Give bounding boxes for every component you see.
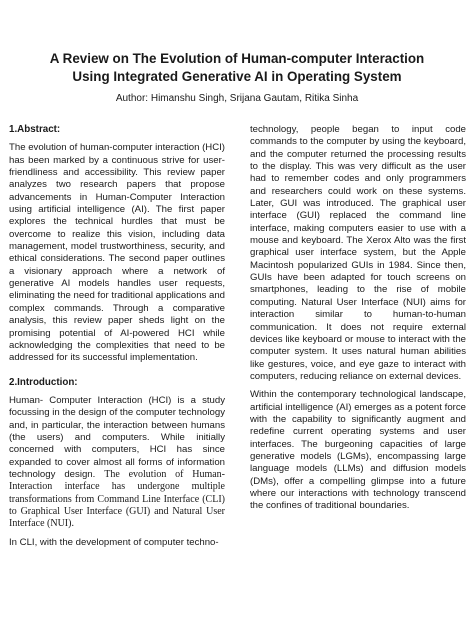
introduction-paragraph-2: In CLI, with the development of computer techno- (9, 536, 219, 548)
title-line-2: Using Integrated Generative AI in Operating System (72, 69, 402, 84)
title-line-1: A Review on The Evolution of Human-computer Interaction (49, 51, 425, 66)
introduction-paragraph-1 (9, 395, 225, 531)
right-column (250, 124, 466, 519)
introduction-paragraph-1-text: Human- Computer Interaction (HCI) is a study focussing in the design of the computer technology and, in particular, the interaction between humans (the users) and computers. While initially concerned with computers, HCI has since expanded to cover almost all forms of information technology design. (9, 394, 225, 480)
right-paragraph-2: Within the contemporary technological landscape, artificial intelligence (AI) emerges as a potent force with the capability to significantly augment and redefine current operating systems and user interfaces. The burgeoning capacities of large generative models (LGMs), encompassing large language models (LLMs) and diffusion models (DMs), offer a compelling glimpse into a future where our interactions with technology transcend the confines of traditional boundaries. (250, 389, 466, 512)
right-paragraph-1: technology, people began to input code commands to the computer by using the keyboard, and the computer returned the processing results to the display. This was very difficult as the user had to remember codes and only programmers and researchers could work on these systems. Later, GUI was introduced. The graphical user interface (GUI) replaced the command line interface, making computers easier to use with a mouse and keyboard. The Xerox Alto was the first graphical user interface system, but the Apple Macintosh popularized GUIs in 1984. Since then, GUIs have been adapted for touch screens on smartphones, leading to the rise of mobile computing. Natural User Interface (NUI) aims for interaction similar to human-to-human communication. It does not require external devices like keyboard or mouse to interact with the computer system. It uses natural human abilities like gestures, voice, and eye gaze to interact with computers, reducing reliance on external devices. (250, 124, 466, 382)
introduction-heading: 2.Introduction: (9, 376, 78, 388)
author-line: Author: Himanshu Singh, Srijana Gautam, Ritika Sinha (115, 93, 359, 104)
left-column (9, 124, 225, 555)
paper-title (0, 50, 474, 86)
abstract-heading: 1.Abstract: (9, 124, 61, 135)
abstract-body: The evolution of human-computer interaction (HCI) has been marked by a continuous strive for user-friendliness and accessibility. This review paper analyzes two research papers that propose advancements in Human-Computer Interaction using artificial intelligence (AI). The first paper explores the technical hurdles that must be overcome to realize this vision, including data management, model trustworthiness, security, and ethical considerations. The second paper outlines a visionary approach where a network of generative AI models handles user requests, eliminating the need for traditional applications and complex commands. Through a comparative analysis, this review paper sheds light on the promising potential of AI-powered HCI while acknowledging the complexities that need to be addressed for its successful implementation. (9, 142, 225, 364)
introduction-paragraph-1-serif-text: The evolution of Human- Interaction interface has undergone multiple transformations from Command Line Interface (CLI) to Graphical User Interface (GUI) and Natural User Interface (NUI). (9, 468, 226, 530)
